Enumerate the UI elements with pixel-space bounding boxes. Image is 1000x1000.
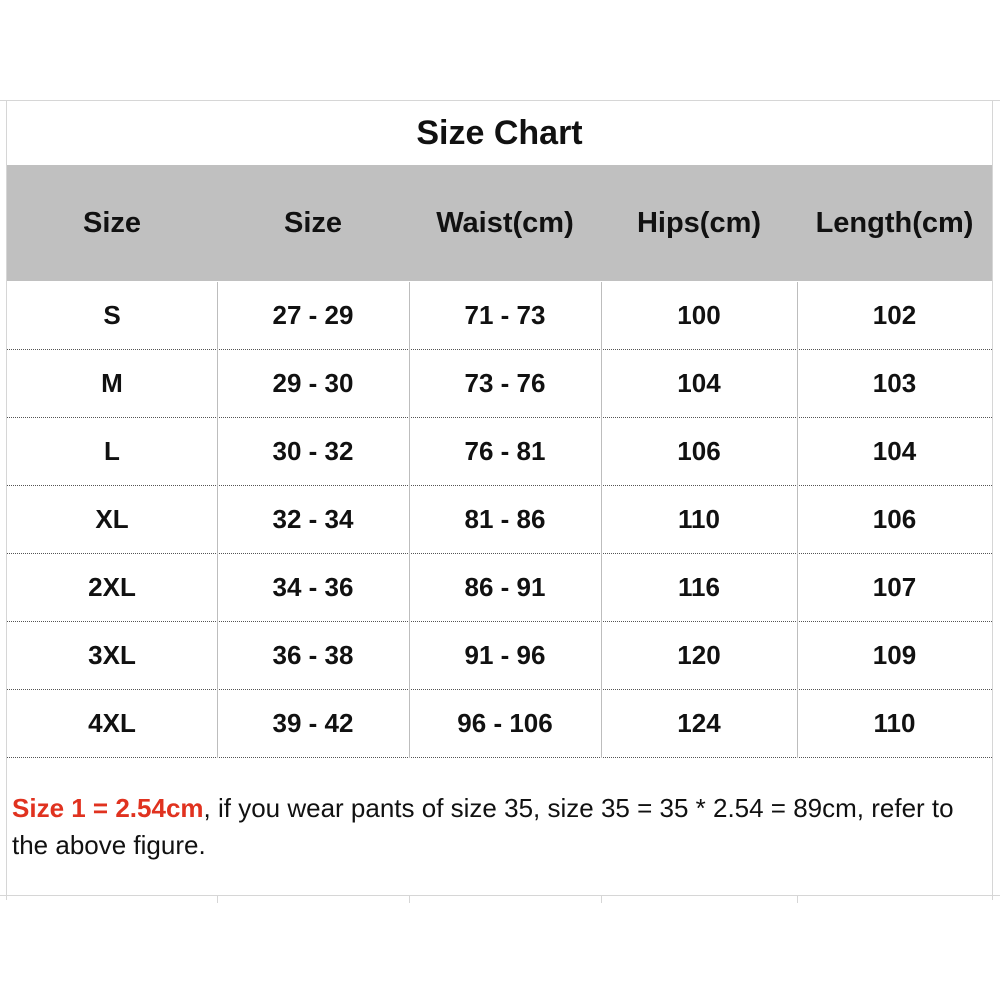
cell-hips: 100 bbox=[677, 300, 721, 330]
cell-size-number: 36 - 38 bbox=[272, 640, 354, 670]
cell-hips: 104 bbox=[677, 368, 721, 398]
header-length: Length(cm) bbox=[815, 206, 974, 239]
cell-waist: 73 - 76 bbox=[464, 368, 546, 398]
cell-length: 107 bbox=[872, 572, 917, 602]
cell-waist: 96 - 106 bbox=[457, 708, 553, 738]
cell-hips: 106 bbox=[677, 436, 721, 466]
chart-title: Size Chart bbox=[416, 113, 583, 152]
cell-size-letter: 4XL bbox=[88, 708, 136, 738]
table-row bbox=[7, 486, 992, 554]
grid-tick bbox=[601, 895, 602, 903]
grid-line-bottom bbox=[0, 895, 1000, 896]
cell-size-letter: L bbox=[104, 436, 120, 466]
table-row bbox=[7, 350, 992, 418]
grid-edge-right bbox=[992, 100, 993, 900]
cell-size-letter: M bbox=[101, 368, 123, 398]
grid-tick bbox=[797, 895, 798, 903]
table-row bbox=[7, 282, 992, 350]
cell-hips: 116 bbox=[678, 572, 720, 602]
cell-size-letter: 2XL bbox=[88, 572, 136, 602]
cell-size-number: 34 - 36 bbox=[272, 572, 354, 602]
cell-length: 106 bbox=[872, 504, 917, 534]
grid-tick bbox=[217, 895, 218, 903]
size-chart-sheet bbox=[0, 100, 1000, 900]
cell-waist: 81 - 86 bbox=[464, 504, 546, 534]
size-conversion-note bbox=[12, 790, 982, 864]
table-row bbox=[7, 622, 992, 690]
cell-hips: 110 bbox=[678, 504, 720, 534]
grid-tick bbox=[409, 895, 410, 903]
table-row bbox=[7, 418, 992, 486]
header-waist: Waist(cm) bbox=[436, 206, 574, 239]
cell-hips: 124 bbox=[677, 708, 721, 738]
note-highlight: Size 1 = 2.54cm bbox=[12, 793, 204, 823]
cell-size-letter: S bbox=[103, 300, 121, 330]
cell-length: 102 bbox=[872, 300, 917, 330]
cell-waist: 91 - 96 bbox=[464, 640, 546, 670]
table-row bbox=[7, 554, 992, 622]
cell-size-number: 32 - 34 bbox=[272, 504, 354, 534]
header-size-letter: Size bbox=[82, 206, 142, 239]
cell-size-letter: XL bbox=[95, 504, 129, 534]
cell-size-number: 30 - 32 bbox=[272, 436, 354, 466]
table-row bbox=[7, 690, 992, 758]
cell-length: 103 bbox=[872, 368, 917, 398]
cell-waist: 76 - 81 bbox=[464, 436, 546, 466]
cell-length: 110 bbox=[873, 708, 916, 738]
table-body bbox=[7, 282, 992, 758]
cell-size-number: 29 - 30 bbox=[272, 368, 354, 398]
header-hips: Hips(cm) bbox=[636, 206, 762, 239]
cell-size-letter: 3XL bbox=[88, 640, 136, 670]
cell-size-number: 39 - 42 bbox=[272, 708, 354, 738]
cell-hips: 120 bbox=[677, 640, 721, 670]
cell-waist: 86 - 91 bbox=[464, 572, 546, 602]
cell-length: 109 bbox=[872, 640, 917, 670]
note-text: , if you wear pants of size 35, size 35 = 35 * 2.54 = 89cm, refer to the above figure. bbox=[12, 793, 954, 860]
column-divider bbox=[409, 282, 410, 758]
cell-length: 104 bbox=[872, 436, 917, 466]
cell-waist: 71 - 73 bbox=[464, 300, 546, 330]
column-divider bbox=[217, 282, 218, 758]
column-divider bbox=[601, 282, 602, 758]
cell-size-number: 27 - 29 bbox=[272, 300, 354, 330]
column-divider bbox=[797, 282, 798, 758]
table-header bbox=[7, 165, 992, 281]
header-size-number: Size bbox=[283, 206, 343, 239]
